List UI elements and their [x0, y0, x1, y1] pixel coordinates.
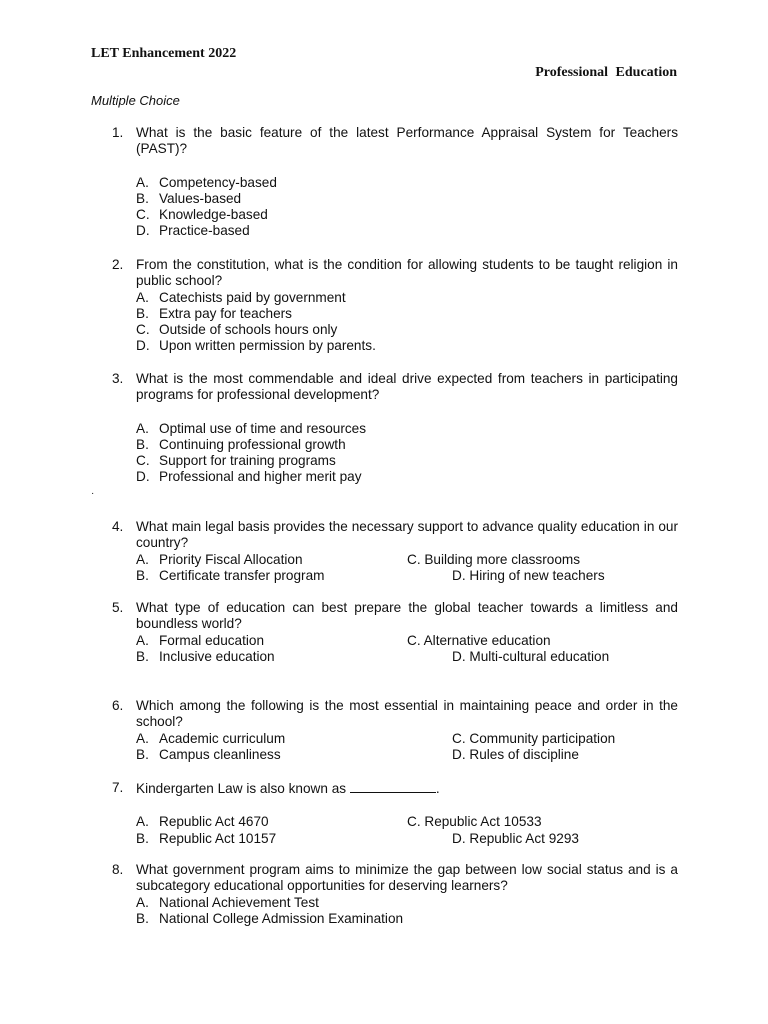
option-b: B. Extra pay for teachers: [136, 305, 292, 321]
question-text: What is the basic feature of the latest Performance Appraisal System for Teachers (PAST)?: [136, 125, 678, 157]
question-7: [112, 780, 678, 847]
option-b: B. Values-based: [136, 190, 242, 206]
question-number: 4.: [112, 519, 124, 534]
option-row-2: B. Certificate transfer program D. Hiring of new teachers: [136, 567, 605, 583]
question-text: Kindergarten Law is also known as .: [136, 781, 440, 796]
option-c: C. Outside of schools hours only: [136, 322, 338, 338]
option-b: B. Continuing professional growth: [136, 436, 346, 452]
question-number: 3.: [112, 371, 124, 386]
subject-heading: Professional Education: [535, 65, 677, 80]
option-a: A. National Achievement Test: [136, 894, 319, 910]
option-d: D. Practice-based: [136, 223, 250, 239]
option-list: [136, 895, 678, 928]
option-row-1: A. Formal education C. Alternative education: [136, 632, 551, 648]
stray-mark: ·: [91, 488, 95, 499]
question-text: What government program aims to minimize the gap between low social status and is a subcategory educational opportunities for deserving learners?: [136, 862, 678, 894]
option-d: D. Multi-cultural education: [452, 648, 610, 664]
option-c: C. Alternative education: [407, 632, 551, 648]
option-d: D. Rules of discipline: [452, 746, 579, 762]
option-a: A. Optimal use of time and resources: [136, 420, 367, 436]
option-d: D. Hiring of new teachers: [452, 567, 605, 583]
question-text: Which among the following is the most essential in maintaining peace and order in the school?: [136, 698, 678, 730]
question-3: [112, 371, 678, 486]
question-number: 2.: [112, 257, 124, 272]
question-text: What main legal basis provides the necessary support to advance quality education in our country?: [136, 519, 678, 551]
option-row-1: A. Priority Fiscal Allocation C. Building more classrooms: [136, 551, 581, 567]
question-number: 5.: [112, 600, 124, 615]
question-8: [112, 862, 678, 927]
option-row-1: A. Academic curriculum C. Community participation: [136, 730, 616, 746]
option-list: [136, 175, 678, 240]
option-c: C. Support for training programs: [136, 453, 336, 469]
section-heading: Multiple Choice: [91, 93, 180, 108]
question-text: What is the most commendable and ideal drive expected from teachers in participating programs for professional development?: [136, 371, 678, 403]
option-row-1: A. Republic Act 4670 C. Republic Act 10533: [136, 814, 542, 830]
option-d: D. Professional and higher merit pay: [136, 469, 362, 485]
option-list: [136, 552, 678, 585]
question-number: 7.: [112, 780, 124, 795]
option-d: D. Republic Act 9293: [452, 830, 579, 846]
question-text: What type of education can best prepare the global teacher towards a limitless and boundless world?: [136, 600, 678, 632]
question-1: [112, 125, 678, 240]
option-row-2: B. Inclusive education D. Multi-cultural education: [136, 648, 610, 664]
question-4: [112, 519, 678, 584]
option-list: [136, 421, 678, 486]
question-number: 8.: [112, 862, 124, 877]
option-c: C. Building more classrooms: [407, 551, 581, 567]
option-d: D. Upon written permission by parents.: [136, 338, 376, 354]
option-list: [136, 290, 678, 355]
option-list: [136, 731, 678, 764]
option-row-2: B. Campus cleanliness D. Rules of discipline: [136, 746, 579, 762]
question-2: [112, 257, 678, 355]
question-number: 6.: [112, 698, 124, 713]
question-6: [112, 698, 678, 763]
option-b: B. National College Admission Examination: [136, 910, 404, 926]
option-c: C. Community participation: [452, 730, 616, 746]
option-list: [136, 633, 678, 666]
document-title: LET Enhancement 2022: [91, 46, 237, 61]
option-a: A. Competency-based: [136, 174, 277, 190]
question-5: [112, 600, 678, 665]
option-row-2: B. Republic Act 10157 D. Republic Act 9293: [136, 830, 579, 846]
answer-blank: [350, 780, 436, 793]
option-a: A. Catechists paid by government: [136, 289, 346, 305]
option-list: [136, 814, 678, 847]
option-c: C. Republic Act 10533: [407, 814, 542, 830]
question-text: From the constitution, what is the condition for allowing students to be taught religion in public school?: [136, 257, 678, 289]
option-c: C. Knowledge-based: [136, 207, 268, 223]
question-number: 1.: [112, 125, 124, 140]
